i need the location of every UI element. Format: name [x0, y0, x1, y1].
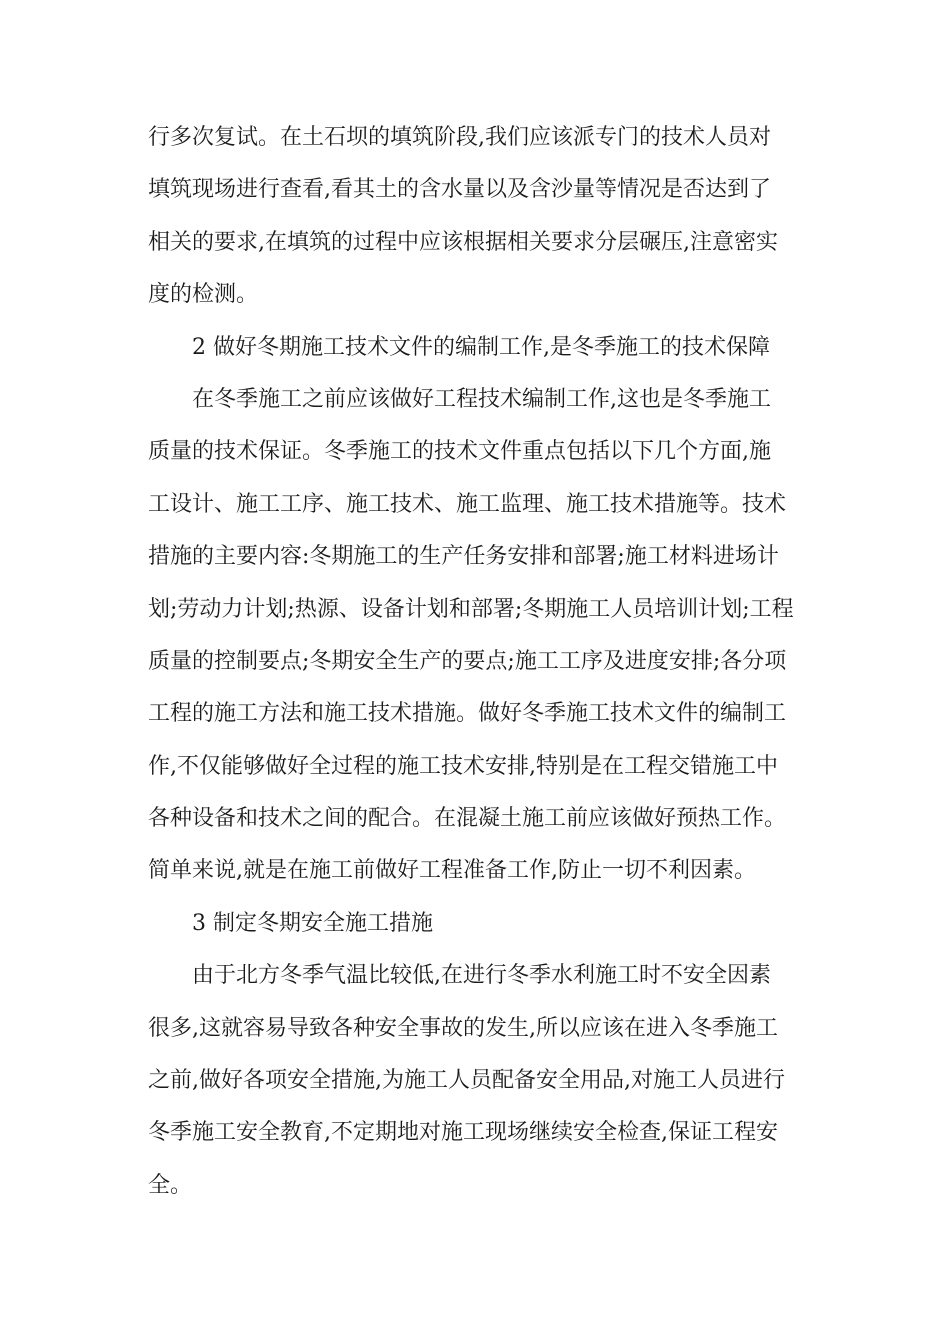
text-line: 在冬季施工之前应该做好工程技术编制工作,这也是冬季施工 — [192, 386, 771, 412]
text-line: 措施的主要内容:冬期施工的生产任务安排和部署;施工材料进场计 — [148, 544, 779, 570]
text-line: 质量的控制要点;冬期安全生产的要点;施工工序及进度安排;各分项 — [148, 648, 787, 674]
heading-line: 2 做好冬期施工技术文件的编制工作,是冬季施工的技术保障 — [192, 334, 770, 360]
text-line: 简单来说,就是在施工前做好工程准备工作,防止一切不利因素。 — [148, 858, 756, 884]
section-heading-2 — [148, 322, 802, 374]
text-line: 各种设备和技术之间的配合。在混凝土施工前应该做好预热工作。 — [148, 806, 787, 832]
text-line: 行多次复试。在土石坝的填筑阶段,我们应该派专门的技术人员对 — [148, 125, 771, 150]
text-line: 工设计、施工工序、施工技术、施工监理、施工技术措施等。技术 — [148, 491, 787, 517]
paragraph-safety-measures — [148, 950, 802, 1212]
text-line: 之前,做好各项安全措施,为施工人员配备安全用品,对施工人员进行 — [148, 1068, 785, 1094]
text-line: 填筑现场进行查看,看其土的含水量以及含沙量等情况是否达到了 — [148, 177, 771, 203]
section-heading-3 — [148, 898, 802, 950]
text-line: 度的检测。 — [148, 282, 259, 308]
text-line: 由于北方冬季气温比较低,在进行冬季水利施工时不安全因素 — [192, 963, 771, 989]
paragraph-technical-documents — [148, 374, 802, 898]
text-line: 工程的施工方法和施工技术措施。做好冬季施工技术文件的编制工 — [148, 701, 787, 727]
text-line: 质量的技术保证。冬季施工的技术文件重点包括以下几个方面,施 — [148, 439, 771, 465]
heading-line: 3 制定冬期安全施工措施 — [192, 910, 433, 936]
text-line: 冬季施工安全教育,不定期地对施工现场继续安全检查,保证工程安 — [148, 1120, 778, 1146]
text-line: 相关的要求,在填筑的过程中应该根据相关要求分层碾压,注意密实 — [148, 229, 778, 255]
text-line: 全。 — [148, 1172, 193, 1198]
paragraph-continuation — [148, 112, 802, 322]
text-line: 划;劳动力计划;热源、设备计划和部署;冬期施工人员培训计划;工程 — [148, 596, 794, 622]
document-body — [148, 112, 802, 1212]
text-line: 作,不仅能够做好全过程的施工技术安排,特别是在工程交错施工中 — [148, 753, 778, 779]
text-line: 很多,这就容易导致各种安全事故的发生,所以应该在进入冬季施工 — [148, 1015, 778, 1041]
